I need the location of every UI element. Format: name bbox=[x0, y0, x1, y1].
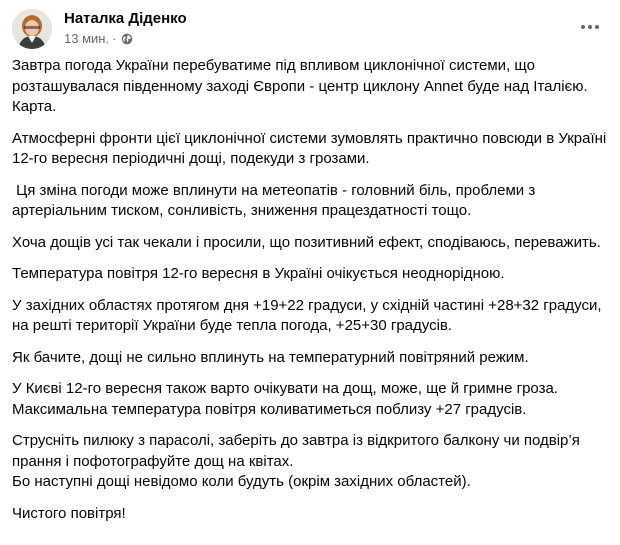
avatar-image bbox=[12, 9, 52, 49]
post-paragraph: Атмосферні фронти цієї циклонічної системи зумовлять практично повсюди в Україні 12-го вересня періодичні дощі, подекуди з грозами. bbox=[12, 129, 607, 167]
post-header bbox=[12, 8, 608, 50]
post-paragraph: Хоча дощів усі так чекали і просили, що позитивний ефект, сподіваюсь, переважить. bbox=[12, 233, 601, 251]
more-dot bbox=[595, 25, 599, 29]
post-content bbox=[12, 56, 608, 535]
more-options-button[interactable] bbox=[574, 11, 606, 43]
post-paragraph: У Києві 12-го вересня також варто очікувати на дощ, може, ще й гримне гроза. Максимальна температура повітря коливатиметься поблизу +27 градусів. bbox=[12, 380, 558, 418]
post-paragraph: Чистого повітря! bbox=[12, 504, 126, 522]
post-paragraph: У західних областях протягом дня +19+22 градуси, у східній частині +28+32 градуси, на решті території України буде тепла погода, +25+30 градусів. bbox=[12, 296, 602, 334]
post-paragraph: Ця зміна погоди може вплинути на метеопатів - головний біль, проблеми з артеріальним тиском, сонливість, зниження працездатності тощо. bbox=[12, 181, 540, 219]
author-name[interactable]: Наталка Діденко bbox=[64, 10, 187, 27]
post-timestamp[interactable]: 13 мин. bbox=[64, 31, 110, 46]
post-paragraph: Температура повітря 12-го вересня в Україні очікується неоднорідною. bbox=[12, 265, 505, 282]
author-avatar[interactable] bbox=[12, 9, 52, 49]
globe-icon bbox=[121, 33, 133, 45]
more-dot bbox=[588, 25, 592, 29]
meta-separator: · bbox=[112, 31, 117, 46]
more-horizontal-icon bbox=[581, 25, 585, 29]
post-paragraph: Бо наступні дощі невідомо коли будуть (окрім західних областей). bbox=[12, 473, 471, 490]
post-paragraph: Струсніть пилюку з парасолі, заберіть до завтра із відкритого балкону чи подвір’я прання і пофотографуйте дощ на квітах. bbox=[12, 432, 580, 470]
post-paragraph: Завтра погода України перебуватиме під впливом циклонічної системи, що розташувалася південному заході Європи - центр циклону Annet буде над Італією. Карта. bbox=[12, 57, 588, 115]
post-paragraph: Як бачите, дощі не сильно вплинуть на температурний повітряний режим. bbox=[12, 348, 529, 366]
post-meta bbox=[64, 31, 133, 47]
